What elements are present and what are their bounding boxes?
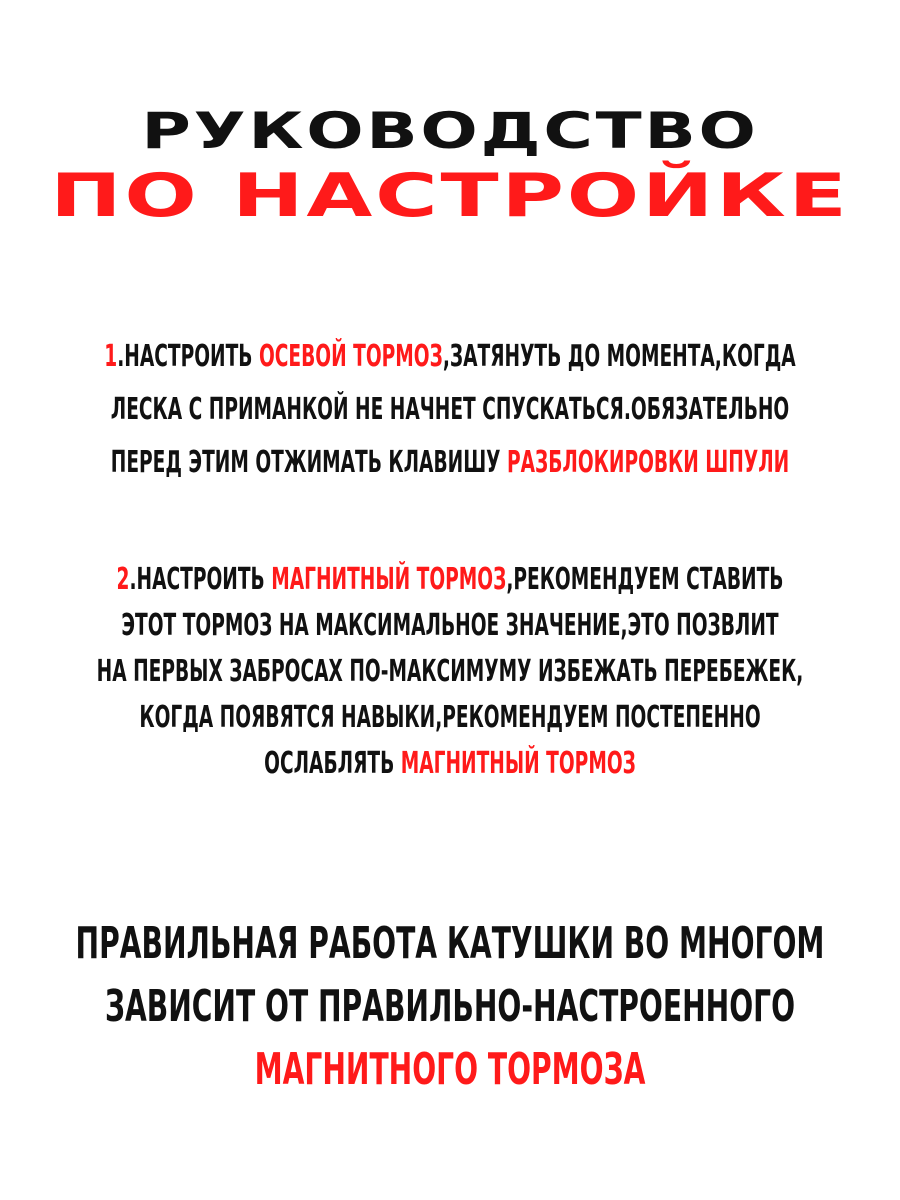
conclusion-line2: ЗАВИСИТ ОТ ПРАВИЛЬНО-НАСТРОЕННОГО	[104, 981, 796, 1032]
page-title-line1: РУКОВОДСТВО	[141, 102, 759, 160]
step1-line1	[78, 330, 822, 383]
step1-paragraph	[0, 330, 900, 489]
step1-highlight-axial-brake: ОСЕВОЙ ТОРМОЗ	[258, 339, 443, 374]
step1-line3-text-a: ПЕРЕД ЭТИМ ОТЖИМАТЬ КЛАВИШУ	[110, 445, 507, 480]
step2-number: 2	[116, 562, 130, 597]
step2-line3: НА ПЕРВЫХ ЗАБРОСАХ ПО-МАКСИМУМУ ИЗБЕЖАТЬ ПЕРЕБЕЖЕК,	[96, 654, 804, 689]
step1-number: 1	[104, 339, 118, 374]
step1-line2: ЛЕСКА С ПРИМАНКОЙ НЕ НАЧНЕТ СПУСКАТЬСЯ.ОБЯЗАТЕЛЬНО	[110, 392, 790, 427]
conclusion-line1: ПРАВИЛЬНАЯ РАБОТА КАТУШКИ ВО МНОГОМ	[75, 918, 825, 969]
step2-line2: ЭТОТ ТОРМОЗ НА МАКСИМАЛЬНОЕ ЗНАЧЕНИЕ,ЭТО ПОЗВЛИТ	[121, 608, 779, 643]
conclusion-line3: МАГНИТНОГО ТОРМОЗА	[254, 1044, 646, 1095]
step2-line5-text-a: ОСЛАБЛЯТЬ	[264, 746, 401, 781]
step2-line1	[78, 557, 822, 603]
step2-highlight-magnetic-brake: МАГНИТНЫЙ ТОРМОЗ	[271, 562, 507, 597]
step1-line1-text-b: ,ЗАТЯНУТЬ ДО МОМЕНТА,КОГДА	[442, 339, 796, 374]
step1-line1-text-a: .НАСТРОИТЬ	[117, 339, 259, 374]
step1-highlight-spool-release: РАЗБЛОКИРОВКИ ШПУЛИ	[506, 445, 790, 480]
step2-line4: КОГДА ПОЯВЯТСЯ НАВЫКИ,РЕКОМЕНДУЕМ ПОСТЕПЕННО	[139, 700, 761, 735]
step2-line5	[78, 741, 822, 787]
conclusion-paragraph	[0, 912, 900, 1101]
step2-highlight-magnetic-brake-2: МАГНИТНЫЙ ТОРМОЗ	[400, 746, 636, 781]
page-title-line2: ПО НАСТРОЙКЕ	[50, 161, 850, 231]
step2-paragraph	[0, 557, 900, 787]
step2-line1-text-a: .НАСТРОИТЬ	[129, 562, 272, 597]
step2-line1-text-b: ,РЕКОМЕНДУЕМ СТАВИТЬ	[506, 562, 784, 597]
step1-line3	[78, 436, 822, 489]
